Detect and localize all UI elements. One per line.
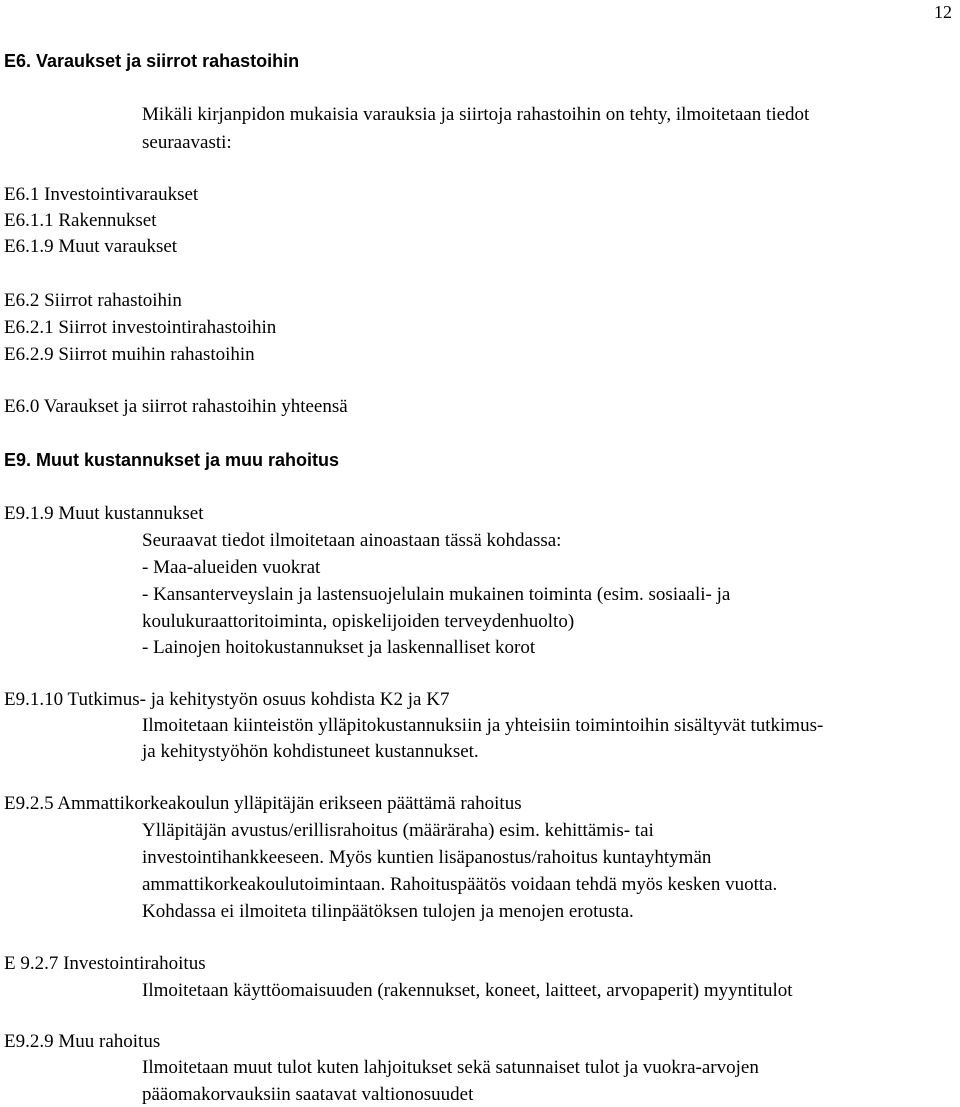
section-heading-e9: E9. Muut kustannukset ja muu rahoitus [4,450,340,470]
intro-text-line: seuraavasti: [142,132,232,153]
subsection-text-line: Kohdassa ei ilmoiteta tilinpäätöksen tulojen ja menojen erotusta. [142,901,634,922]
subsection-title: E9.1.10 Tutkimus- ja kehitystyön osuus kohdista K2 ja K7 [4,689,450,710]
subsection-text-line: koulukuraattoritoiminta, opiskelijoiden terveydenhuolto) [142,611,575,632]
subsection-text-line: ammattikorkeakoulutoimintaan. Rahoituspäätös voidaan tehdä myös kesken vuotta. [142,874,778,895]
subsection-text-line: Ilmoitetaan muut tulot kuten lahjoitukset sekä satunnaiset tulot ja vuokra-arvojen [142,1057,759,1078]
subsection-text-line: pääomakorvauksiin saatavat valtionosuudet [142,1084,474,1105]
subsection-text-line: Seuraavat tiedot ilmoitetaan ainoastaan tässä kohdassa: [142,530,562,551]
section-heading-e6: E6. Varaukset ja siirrot rahastoihin [4,51,300,71]
subsection-text-line: - Lainojen hoitokustannukset ja laskennalliset korot [142,637,536,658]
intro-text-line: Mikäli kirjanpidon mukaisia varauksia ja siirtoja rahastoihin on tehty, ilmoitetaan tiedot [142,104,810,125]
subsection-title: E9.2.5 Ammattikorkeakoulun ylläpitäjän erikseen päättämä rahoitus [4,793,522,814]
subsection-text-line: Ilmoitetaan käyttöomaisuuden (rakennukset, koneet, laitteet, arvopaperit) myyntitulot [142,980,793,1001]
list-item: E6.1.9 Muut varaukset [4,236,178,257]
subsection-text-line: - Maa-alueiden vuokrat [142,557,321,578]
page-number: 12 [934,2,952,22]
subsection-text-line: investointihankkeeseen. Myös kuntien lisäpanostus/rahoitus kuntayhtymän [142,847,712,868]
subsection-text-line: ja kehitystyöhön kohdistuneet kustannukset. [142,741,479,762]
subsection-title: E9.2.9 Muu rahoitus [4,1031,161,1052]
list-item: E6.2.1 Siirrot investointirahastoihin [4,317,277,338]
list-item-total: E6.0 Varaukset ja siirrot rahastoihin yhteensä [4,396,348,417]
list-item: E6.2.9 Siirrot muihin rahastoihin [4,344,255,365]
subsection-text-line: Ylläpitäjän avustus/erillisrahoitus (määräraha) esim. kehittämis- tai [142,820,654,841]
list-item: E6.1.1 Rakennukset [4,210,157,231]
subsection-text-line: Ilmoitetaan kiinteistön ylläpitokustannuksiin ja yhteisiin toimintoihin sisältyvät tutkimus- [142,715,824,736]
list-item: E6.1 Investointivaraukset [4,184,199,205]
list-item: E6.2 Siirrot rahastoihin [4,290,182,311]
subsection-text-line: - Kansanterveyslain ja lastensuojelulain mukainen toiminta (esim. sosiaali- ja [142,584,731,605]
subsection-title: E 9.2.7 Investointirahoitus [4,953,206,974]
subsection-title: E9.1.9 Muut kustannukset [4,503,204,524]
